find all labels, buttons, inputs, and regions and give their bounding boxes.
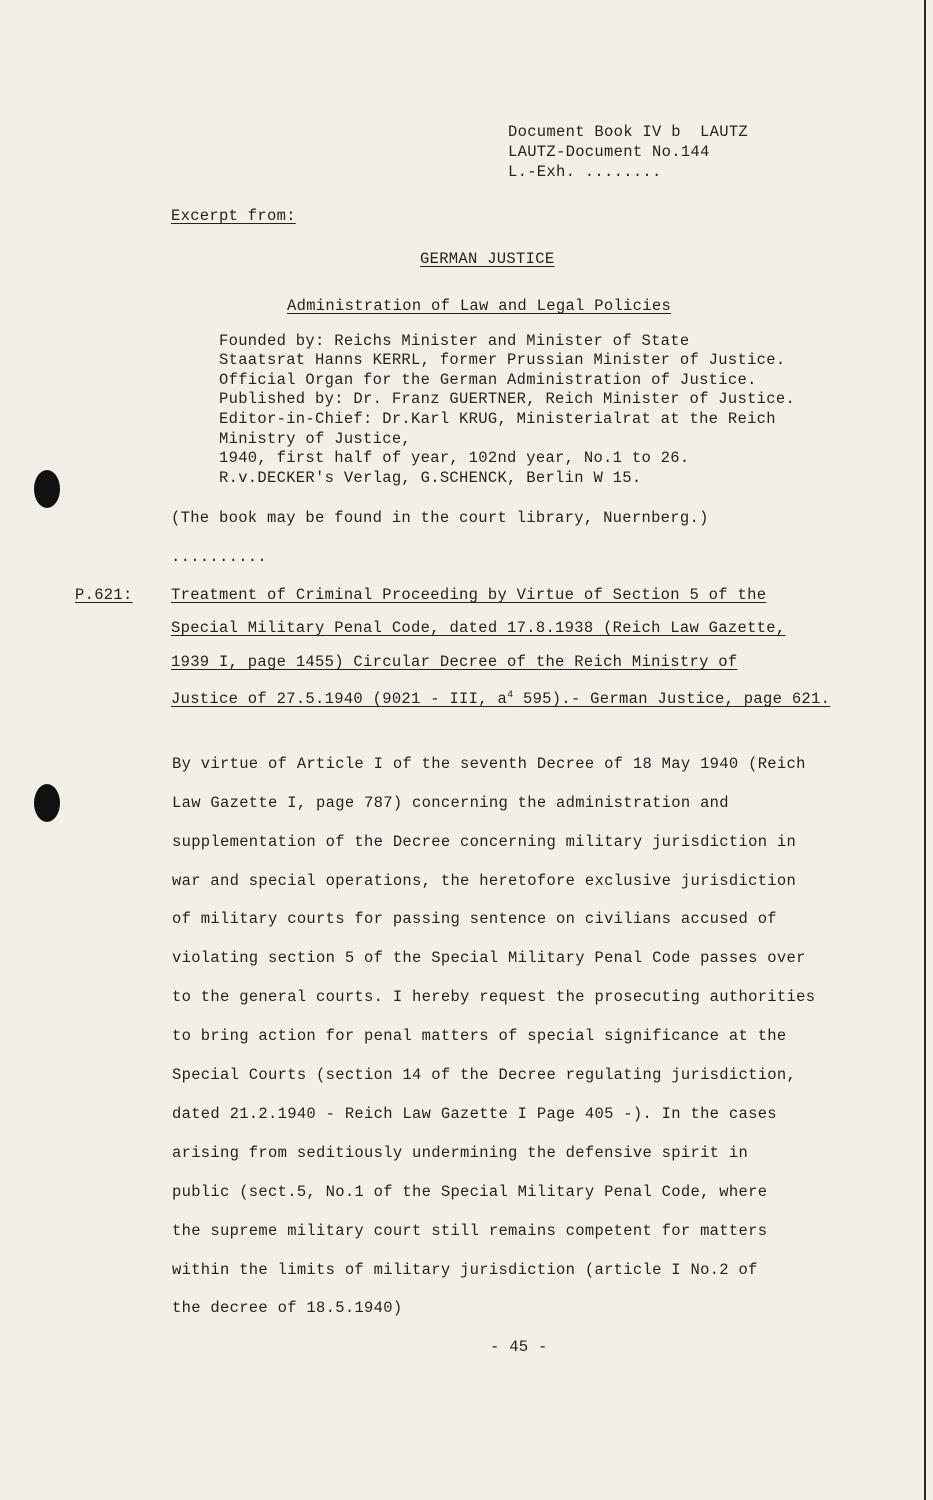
page-reference: P.621: (75, 586, 133, 604)
location-note: (The book may be found in the court library, Nuernberg.) (171, 509, 709, 527)
body-line: Law Gazette I, page 787) concerning the administration and (172, 794, 729, 812)
details-line: 1940, first half of year, 102nd year, No.1 to 26. (219, 449, 690, 467)
details-line: Ministry of Justice, (219, 430, 412, 448)
body-line: Special Courts (section 14 of the Decree regulating jurisdiction, (172, 1066, 797, 1084)
excerpt-label: Excerpt from: (171, 207, 296, 225)
publication-subtitle: Administration of Law and Legal Policies (287, 297, 672, 315)
body-line: the decree of 18.5.1940) (172, 1299, 403, 1317)
heading-last-post: 595).- German Justice, page 621. (513, 690, 831, 709)
heading-superscript: 4 (507, 690, 514, 701)
body-line: By virtue of Article I of the seventh Decree of 18 May 1940 (Reich (172, 755, 806, 773)
separator-dots: .......... (171, 548, 268, 566)
body-line: arising from seditiously undermining the defensive spirit in (172, 1144, 749, 1162)
section-heading-line: 1939 I, page 1455) Circular Decree of the Reich Ministry of (171, 653, 738, 671)
details-line: Official Organ for the German Administration of Justice. (219, 371, 757, 389)
body-line: war and special operations, the heretofore exclusive jurisdiction (172, 872, 797, 890)
body-line: the supreme military court still remains competent for matters (172, 1222, 768, 1240)
details-line: Staatsrat Hanns KERRL, former Prussian Minister of Justice. (219, 351, 786, 369)
details-line: Editor-in-Chief: Dr.Karl KRUG, Ministerialrat at the Reich (219, 410, 776, 428)
details-line: R.v.DECKER's Verlag, G.SCHENCK, Berlin W 15. (219, 469, 642, 487)
binder-hole-upper (34, 470, 60, 508)
body-line: dated 21.2.1940 - Reich Law Gazette I Page 405 -). In the cases (172, 1105, 777, 1123)
section-heading-line: Treatment of Criminal Proceeding by Virtue of Section 5 of the (171, 586, 767, 604)
binder-hole-lower (34, 784, 60, 822)
document-number: LAUTZ-Document No.144 (508, 143, 710, 161)
publication-title: GERMAN JUSTICE (420, 250, 555, 268)
document-book-label: Document Book IV b LAUTZ (508, 123, 749, 141)
body-line: to bring action for penal matters of special significance at the (172, 1027, 787, 1045)
body-line: violating section 5 of the Special Military Penal Code passes over (172, 949, 806, 967)
section-heading-line-last (171, 687, 830, 708)
heading-last-pre: Justice of 27.5.1940 (9021 - III, a (171, 690, 508, 709)
body-line: public (sect.5, No.1 of the Special Military Penal Code, where (172, 1183, 768, 1201)
body-line: to the general courts. I hereby request the prosecuting authorities (172, 988, 816, 1006)
details-line: Published by: Dr. Franz GUERTNER, Reich Minister of Justice. (219, 390, 796, 408)
details-line: Founded by: Reichs Minister and Minister of State (219, 332, 690, 350)
body-line: within the limits of military jurisdiction (article I No.2 of (172, 1261, 758, 1279)
page-number: - 45 - (490, 1338, 548, 1356)
body-line: of military courts for passing sentence on civilians accused of (172, 910, 777, 928)
section-heading-line: Special Military Penal Code, dated 17.8.1938 (Reich Law Gazette, (171, 619, 786, 637)
body-line: supplementation of the Decree concerning military jurisdiction in (172, 833, 797, 851)
exhibit-number: L.-Exh. ........ (508, 163, 662, 181)
